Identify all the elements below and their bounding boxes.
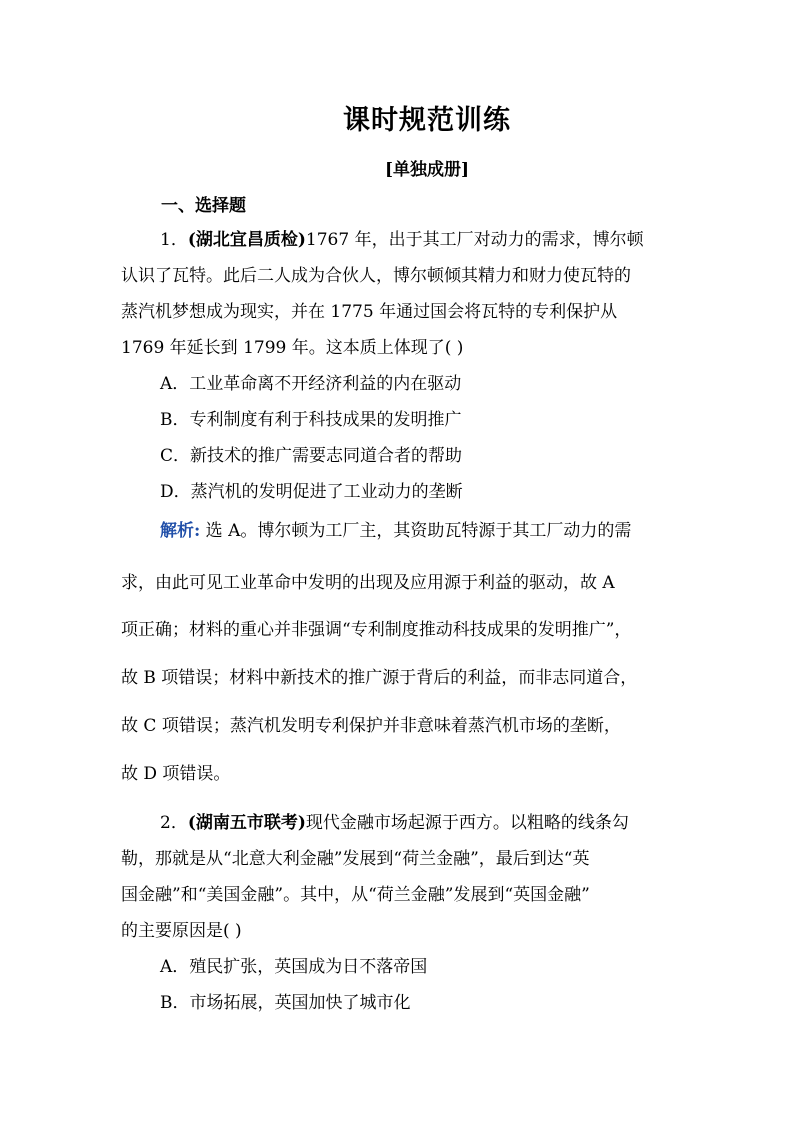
question-1-analysis-line (160, 520, 680, 542)
page-title: 课时规范训练 (343, 105, 511, 136)
question-2-number: 2． (160, 813, 188, 833)
question-1-stem-line: 1769 年延长到 1799 年。这本质上体现了( ) (121, 338, 464, 358)
question-1-stem-line (160, 229, 680, 251)
question-1-analysis-line: 故 D 项错误。 (121, 764, 231, 784)
question-1-analysis-line: 求，由此可见工业革命中发明的出现及应用源于利益的驱动，故 A (121, 573, 615, 593)
question-1-option-c: C．新技术的推广需要志同道合者的帮助 (160, 446, 463, 466)
question-1-analysis-line: 故 C 项错误；蒸汽机发明专利保护并非意味着蒸汽机市场的垄断， (121, 716, 621, 736)
question-1-analysis-line: 项正确；材料的重心并非强调“专利制度推动科技成果的发明推广”， (121, 620, 632, 640)
question-2-text: 现代金融市场起源于西方。以粗略的线条勾 (305, 813, 629, 833)
question-1-number: 1． (160, 230, 188, 250)
question-1-analysis-line: 故 B 项错误；材料中新技术的推广源于背后的利益，而非志同道合， (121, 668, 638, 688)
question-2-stem-line: 勒，那就是从“北意大利金融”发展到“荷兰金融”，最后到达“英 (121, 849, 590, 869)
question-2-option-a: A．殖民扩张，英国成为日不落帝国 (160, 957, 428, 977)
question-1-stem-line: 蒸汽机梦想成为现实，并在 1775 年通过国会将瓦特的专利保护从 (121, 302, 618, 322)
question-2-stem-line: 国金融”和“美国金融”。其中，从“荷兰金融”发展到“英国金融” (121, 885, 590, 905)
question-1-source: (湖北宜昌质检) (187, 230, 306, 250)
question-2-stem-line (160, 812, 680, 834)
question-1-option-a: A．工业革命离不开经济利益的内在驱动 (160, 374, 462, 394)
analysis-text: 选 A。博尔顿为工厂主，其资助瓦特源于其工厂动力的需 (200, 521, 632, 541)
question-2-option-b: B．市场拓展，英国加快了城市化 (160, 993, 411, 1013)
question-2-stem-line: 的主要原因是( ) (121, 921, 242, 941)
analysis-label: 解析: (160, 521, 201, 541)
question-1-stem-line: 认识了瓦特。此后二人成为合伙人，博尔顿倾其精力和财力使瓦特的 (121, 266, 631, 286)
question-1-option-b: B．专利制度有利于科技成果的发明推广 (160, 410, 462, 430)
question-1-option-d: D．蒸汽机的发明促进了工业动力的垄断 (160, 482, 463, 502)
page-subtitle: [单独成册] (384, 160, 470, 180)
section-heading: 一、选择题 (161, 196, 246, 216)
question-2-source: (湖南五市联考) (187, 813, 306, 833)
question-1-text: 1767 年，出于其工厂对动力的需求，博尔顿 (305, 230, 644, 250)
